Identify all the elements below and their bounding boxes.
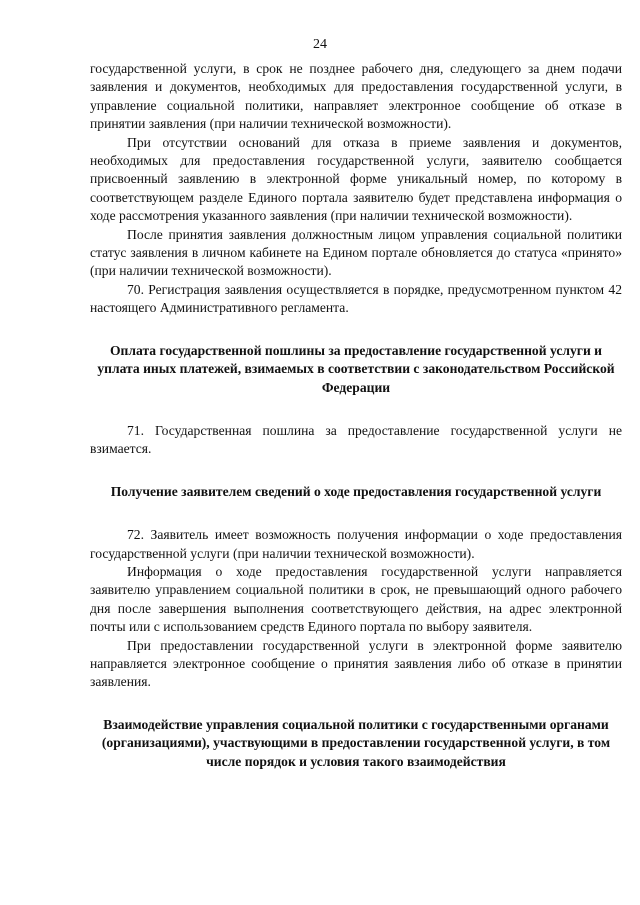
document-body (90, 60, 622, 771)
section-heading-interaction: Взаимодействие управления социальной политики с государственными органами (организациями), участвующими в предоставлении государственной услуги, в том числе порядок и условия такого взаимодействия (101, 716, 611, 769)
section-heading-progress-info: Получение заявителем сведений о ходе предоставления государственной услуги (110, 483, 602, 499)
paragraph-item-70: 70. Регистрация заявления осуществляется в порядке, предусмотренном пунктом 42 настоящего Административного регламента. (90, 281, 622, 316)
paragraph-item-72: 72. Заявитель имеет возможность получения информации о ходе предоставления государственной услуги (при наличии технической возможности). (90, 527, 622, 561)
spacer (90, 692, 622, 716)
paragraph: После принятия заявления должностным лицом управления социальной политики статус заявления в личном кабинете на Едином портале обновляется до статуса «принято» (при наличии технической возможности). (90, 226, 622, 279)
paragraph-continuation: государственной услуги, в срок не позднее рабочего дня, следующего за днем подачи заявления и документов, необходимых для предоставления государственной услуги, в управление социальной политики, направляет электронное сообщение об отказе в принятии заявления (при наличии технической возможности). (90, 61, 622, 132)
paragraph-item-71: 71. Государственная пошлина за предоставление государственной услуги не взимается. (90, 422, 622, 457)
spacer (90, 501, 622, 526)
paragraph: При предоставлении государственной услуги в электронной форме заявителю направляется электронное сообщение о принятия заявления либо об отказе в принятии заявления. (90, 637, 622, 690)
paragraph: При отсутствии оснований для отказа в приеме заявления и документов, необходимых для предоставления государственной услуги, заявителю сообщается присвоенный заявлению в электронной форме уникальный номер, по которому в соответствующем разделе Единого портала заявителю будет представлена информация о ходе рассмотрения указанного заявления (при наличии технической возможности). (90, 134, 622, 224)
spacer (90, 459, 622, 483)
paragraph: Информация о ходе предоставления государственной услуги направляется заявителю управлением социальной политики в срок, не превышающий одного рабочего дня после завершения выполнения соответствующего действия, на адрес электронной почты или с использованием средств Единого портала по выбору заявителя. (90, 563, 622, 635)
section-heading-state-fee: Оплата государственной пошлины за предоставление государственной услуги и уплата иных платежей, взимаемых в соответствии с законодательством Российской Федерации (97, 342, 615, 395)
page-number: 24 (313, 37, 327, 52)
spacer (90, 318, 622, 342)
spacer (90, 397, 622, 422)
